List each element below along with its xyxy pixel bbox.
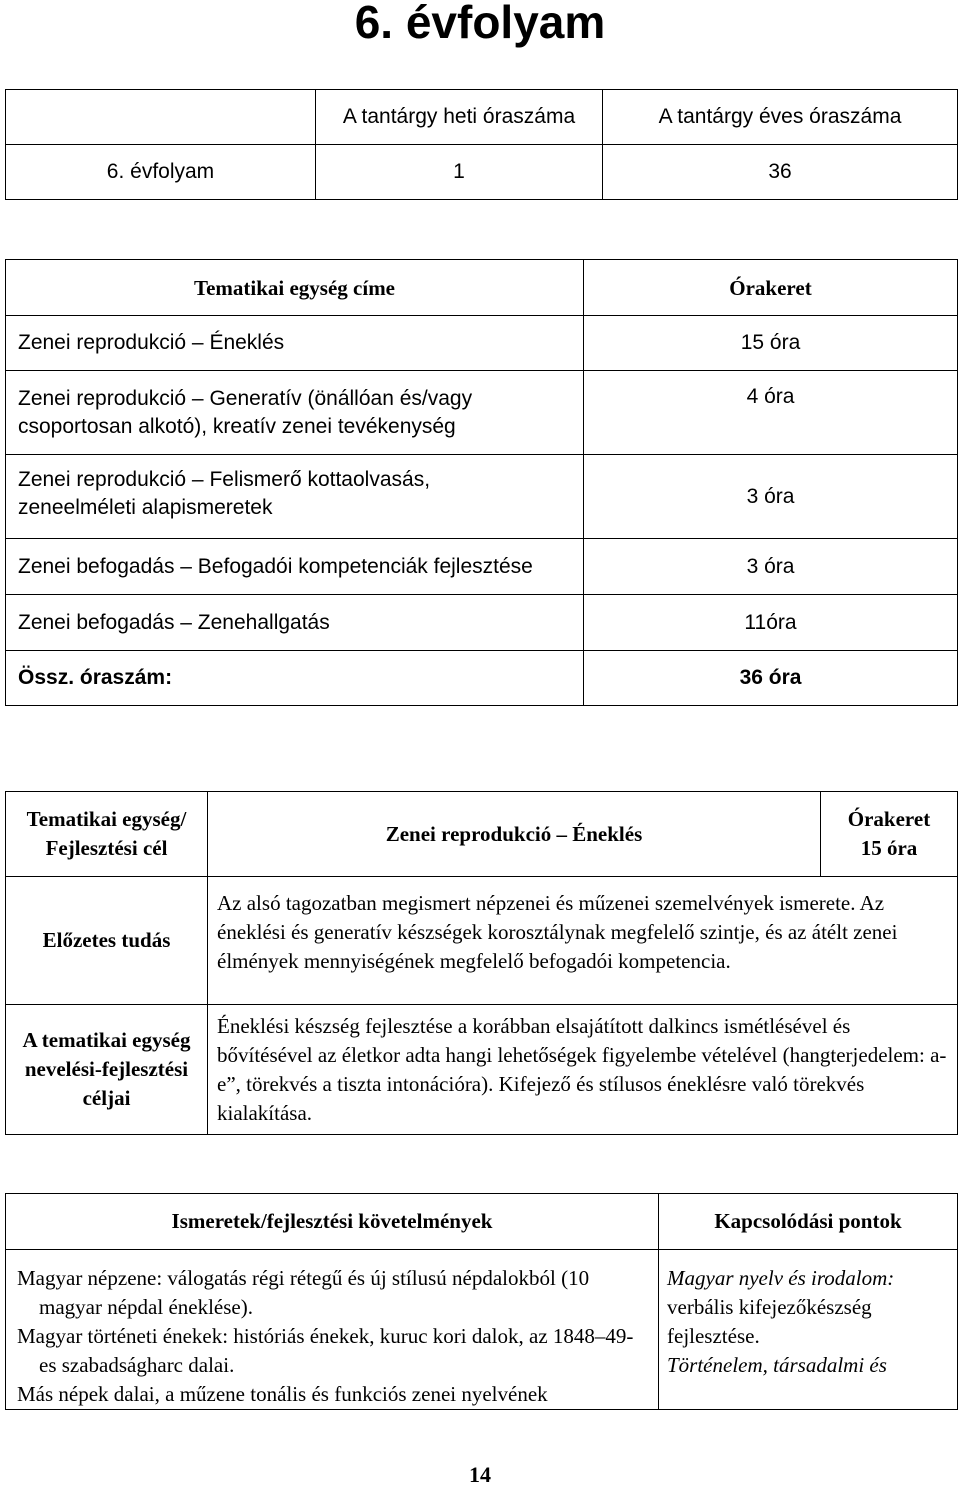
unit-title: Zenei befogadás – Befogadói kompetenciák fejlesztése bbox=[6, 539, 584, 595]
hours-table-empty-cell bbox=[6, 90, 316, 145]
list-item: Magyar történeti énekek: históriás énekek, kuruc kori dalok, az 1848–49-es szabadságharc dalai. bbox=[17, 1324, 634, 1377]
unit-row bbox=[6, 455, 958, 539]
goals-label bbox=[6, 1005, 208, 1135]
unit-detail-title: Zenei reprodukció – Éneklés bbox=[208, 792, 821, 877]
page-title: 6. évfolyam bbox=[354, 0, 606, 48]
links-header: Kapcsolódási pontok bbox=[659, 1194, 958, 1250]
unit-hours: 11óra bbox=[584, 595, 958, 651]
weekly-hours-value: 1 bbox=[316, 145, 603, 200]
link-text: verbális kifejezőkészség fejlesztése. bbox=[667, 1295, 872, 1348]
list-item: Más népek dalai, a műzene tonális és funkciós zenei nyelvének bbox=[17, 1382, 548, 1406]
links-cell bbox=[659, 1250, 958, 1410]
unit-hours: 15 óra bbox=[584, 316, 958, 371]
unit-row bbox=[6, 539, 958, 595]
link-subject: Történelem, társadalmi és bbox=[667, 1353, 887, 1377]
list-item: Magyar népzene: válogatás régi rétegű és új stílusú népdalokból (10 magyar népdal éneklése). bbox=[17, 1266, 590, 1319]
yearly-hours-value: 36 bbox=[603, 145, 958, 200]
goals-label-line: céljai bbox=[82, 1086, 131, 1110]
unit-title bbox=[6, 371, 584, 455]
units-table bbox=[5, 259, 958, 706]
link-subject: Magyar nyelv és irodalom: bbox=[667, 1266, 895, 1290]
unit-row bbox=[6, 316, 958, 371]
hours-value: 15 óra bbox=[860, 836, 918, 860]
unit-label-line: Fejlesztési cél bbox=[45, 836, 168, 860]
unit-title-line: zeneelméleti alapismeretek bbox=[18, 496, 273, 519]
prior-knowledge-label: Előzetes tudás bbox=[6, 877, 208, 1005]
total-label: Össz. óraszám: bbox=[6, 651, 584, 706]
goals-label-line: A tematikai egység bbox=[22, 1028, 191, 1052]
goals-text: Éneklési készség fejlesztése a korábban elsajátított dalkincs ismétlésével és bővítésével az életkor adta hangi lehetőségek figyelembe vételével (hangterjedelem: a-e”, törekvés a tiszta intonációra). Kifejező és stílusos éneklésre való törekvés kialakítása. bbox=[208, 1005, 958, 1135]
requirements-table bbox=[5, 1193, 958, 1410]
units-header-title: Tematikai egység címe bbox=[6, 260, 584, 316]
unit-hours: 3 óra bbox=[584, 455, 958, 539]
goals-label-line: nevelési-fejlesztési bbox=[24, 1057, 189, 1081]
unit-title: Zenei befogadás – Zenehallgatás bbox=[6, 595, 584, 651]
unit-hours-cell bbox=[821, 792, 958, 877]
requirements-header: Ismeretek/fejlesztési követelmények bbox=[6, 1194, 659, 1250]
unit-title-line: Zenei reprodukció – Generatív (önállóan és/vagy bbox=[18, 386, 473, 410]
total-hours: 36 óra bbox=[584, 651, 958, 706]
unit-hours: 3 óra bbox=[584, 539, 958, 595]
unit-detail-table bbox=[5, 791, 958, 1135]
weekly-hours-header: A tantárgy heti óraszáma bbox=[316, 90, 603, 145]
unit-title: Zenei reprodukció – Éneklés bbox=[6, 316, 584, 371]
unit-label-line: Tematikai egység/ bbox=[26, 807, 187, 831]
units-header-hours: Órakeret bbox=[584, 260, 958, 316]
unit-title-line: Zenei reprodukció – Felismerő kottaolvasás, bbox=[18, 468, 431, 491]
unit-hours: 4 óra bbox=[584, 371, 958, 455]
unit-label-cell bbox=[6, 792, 208, 877]
unit-row bbox=[6, 371, 958, 455]
hours-table bbox=[5, 89, 958, 200]
unit-title-line: csoportosan alkotó), kreatív zenei tevékenység bbox=[18, 414, 456, 438]
page-number: 14 bbox=[469, 1462, 491, 1487]
unit-title bbox=[6, 455, 584, 539]
yearly-hours-header: A tantárgy éves óraszáma bbox=[603, 90, 958, 145]
unit-row bbox=[6, 595, 958, 651]
requirements-list bbox=[6, 1250, 659, 1410]
hours-label: Órakeret bbox=[847, 807, 931, 831]
total-row bbox=[6, 651, 958, 706]
prior-knowledge-text: Az alsó tagozatban megismert népzenei és műzenei szemelvények ismerete. Az éneklési és generatív készségek korosztálynak megfelelő szintje, és az átélt zenei élmények mennyiségének megfelelő befogadói kompetencia. bbox=[208, 877, 958, 1005]
grade-label: 6. évfolyam bbox=[6, 145, 316, 200]
